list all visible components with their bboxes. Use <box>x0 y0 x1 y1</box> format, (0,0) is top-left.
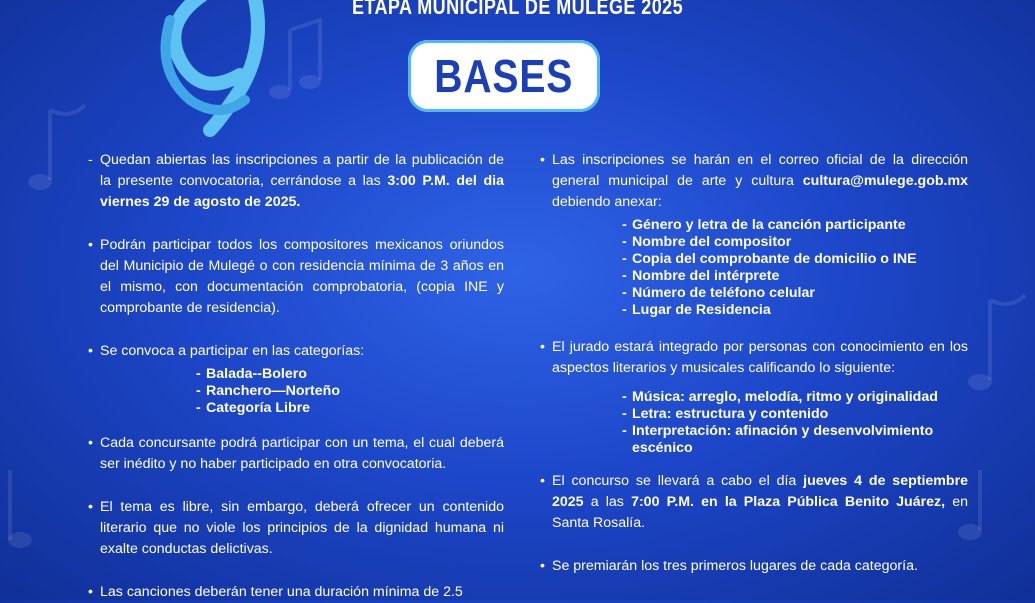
paragraph-categories <box>88 341 504 362</box>
contest-date: jueves 4 de septiembre 2025 <box>552 473 969 510</box>
list-item: - Número de teléfono celular <box>622 285 968 302</box>
paragraph-text: Podrán participar todos los compositores mexicanos oriundos del Municipio de Mulegé o con residencia mínima de 3 años en el mismo, con documentación comprobatoria, (copia INE y comprobante de residencia). <box>100 237 504 316</box>
bullet: • <box>88 343 93 359</box>
paragraph-text: El jurado estará integrado por personas con conocimiento en los aspectos literarios y musicales calificando lo siguiente: <box>552 339 968 376</box>
bullet: • <box>540 152 545 168</box>
header-title: ETAPA MUNICIPAL DE MULEGE 2025 <box>351 0 684 19</box>
list-item: - Balada--Bolero <box>196 366 504 383</box>
deadline-text: 3:00 P.M. del dia viernes 29 de agosto de 2025. <box>100 173 504 210</box>
paragraph-one-song <box>88 433 504 475</box>
bullet: • <box>88 499 93 515</box>
list-item: - Nombre del compositor <box>622 234 968 251</box>
paragraph-eligibility <box>88 235 504 319</box>
paragraph-jury <box>540 337 968 379</box>
list-item: - Letra: estructura y contenido <box>622 406 968 423</box>
paragraph-prizes <box>540 556 968 577</box>
list-item: - Nombre del intérprete <box>622 268 968 285</box>
paragraph-contest-date <box>540 471 968 534</box>
paragraph-text: Quedan abiertas las inscripciones a partir de la publicación de la presente convocatoria, cerrándose a las <box>100 152 504 189</box>
paragraph-text: Cada concursante podrá participar con un tema, el cual deberá ser inédito y no haber participado en otra convocatoria. <box>100 435 504 472</box>
criteria-list <box>622 389 968 457</box>
list-item: - Categoría Libre <box>196 400 504 417</box>
right-column <box>540 150 968 577</box>
bases-badge <box>408 40 600 112</box>
bases-label: BASES <box>434 50 574 102</box>
paragraph-text: El tema es libre, sin embargo, deberá ofrecer un contenido literario que no viole los principios de la dignidad humana ni exalte conductas delictivas. <box>100 499 504 557</box>
bullet: • <box>88 237 93 253</box>
left-column <box>88 150 504 603</box>
paragraph-text: en Santa Rosalía. <box>552 494 968 531</box>
list-item: - Música: arreglo, melodía, ritmo y originalidad <box>622 389 968 406</box>
list-item: - Lugar de Residencia <box>622 302 968 319</box>
paragraph-registration <box>540 150 968 213</box>
paragraph-text: debiendo anexar: <box>552 194 662 210</box>
categories-list <box>196 366 504 417</box>
paragraph-text: Se premiarán los tres primeros lugares de cada categoría. <box>552 558 918 574</box>
paragraph-theme <box>88 497 504 560</box>
email-link[interactable]: cultura@mulege.gob.mx <box>802 173 968 189</box>
treble-clef-icon <box>150 0 290 140</box>
paragraph-text: Las inscripciones se harán en el correo oficial de la dirección general municipal de arte y cultura <box>552 152 968 189</box>
bullet: • <box>88 435 93 451</box>
bullet: • <box>540 558 545 574</box>
list-item: - Género y letra de la canción participante <box>622 217 968 234</box>
paragraph-inscription-dates <box>88 150 504 213</box>
contest-time-place: 7:00 P.M. en la Plaza Pública Benito Juárez, <box>631 494 946 510</box>
list-item: - Interpretación: afinación y desenvolvimiento escénico <box>622 423 968 457</box>
bullet: • <box>540 473 545 489</box>
paragraph-text: Se convoca a participar en las categorías: <box>100 343 365 359</box>
list-item: - Ranchero—Norteño <box>196 383 504 400</box>
bullet: • <box>88 584 93 600</box>
paragraph-text: El concurso se llevará a cabo el día <box>552 473 804 489</box>
bullet: • <box>540 339 545 355</box>
requirements-list <box>622 217 968 319</box>
list-item: - Copia del comprobante de domicilio o INE <box>622 251 968 268</box>
paragraph-text: a las <box>583 494 632 510</box>
paragraph-text: Las canciones deberán tener una duración mínima de 2.5 <box>100 584 463 600</box>
bullet: - <box>88 152 93 168</box>
